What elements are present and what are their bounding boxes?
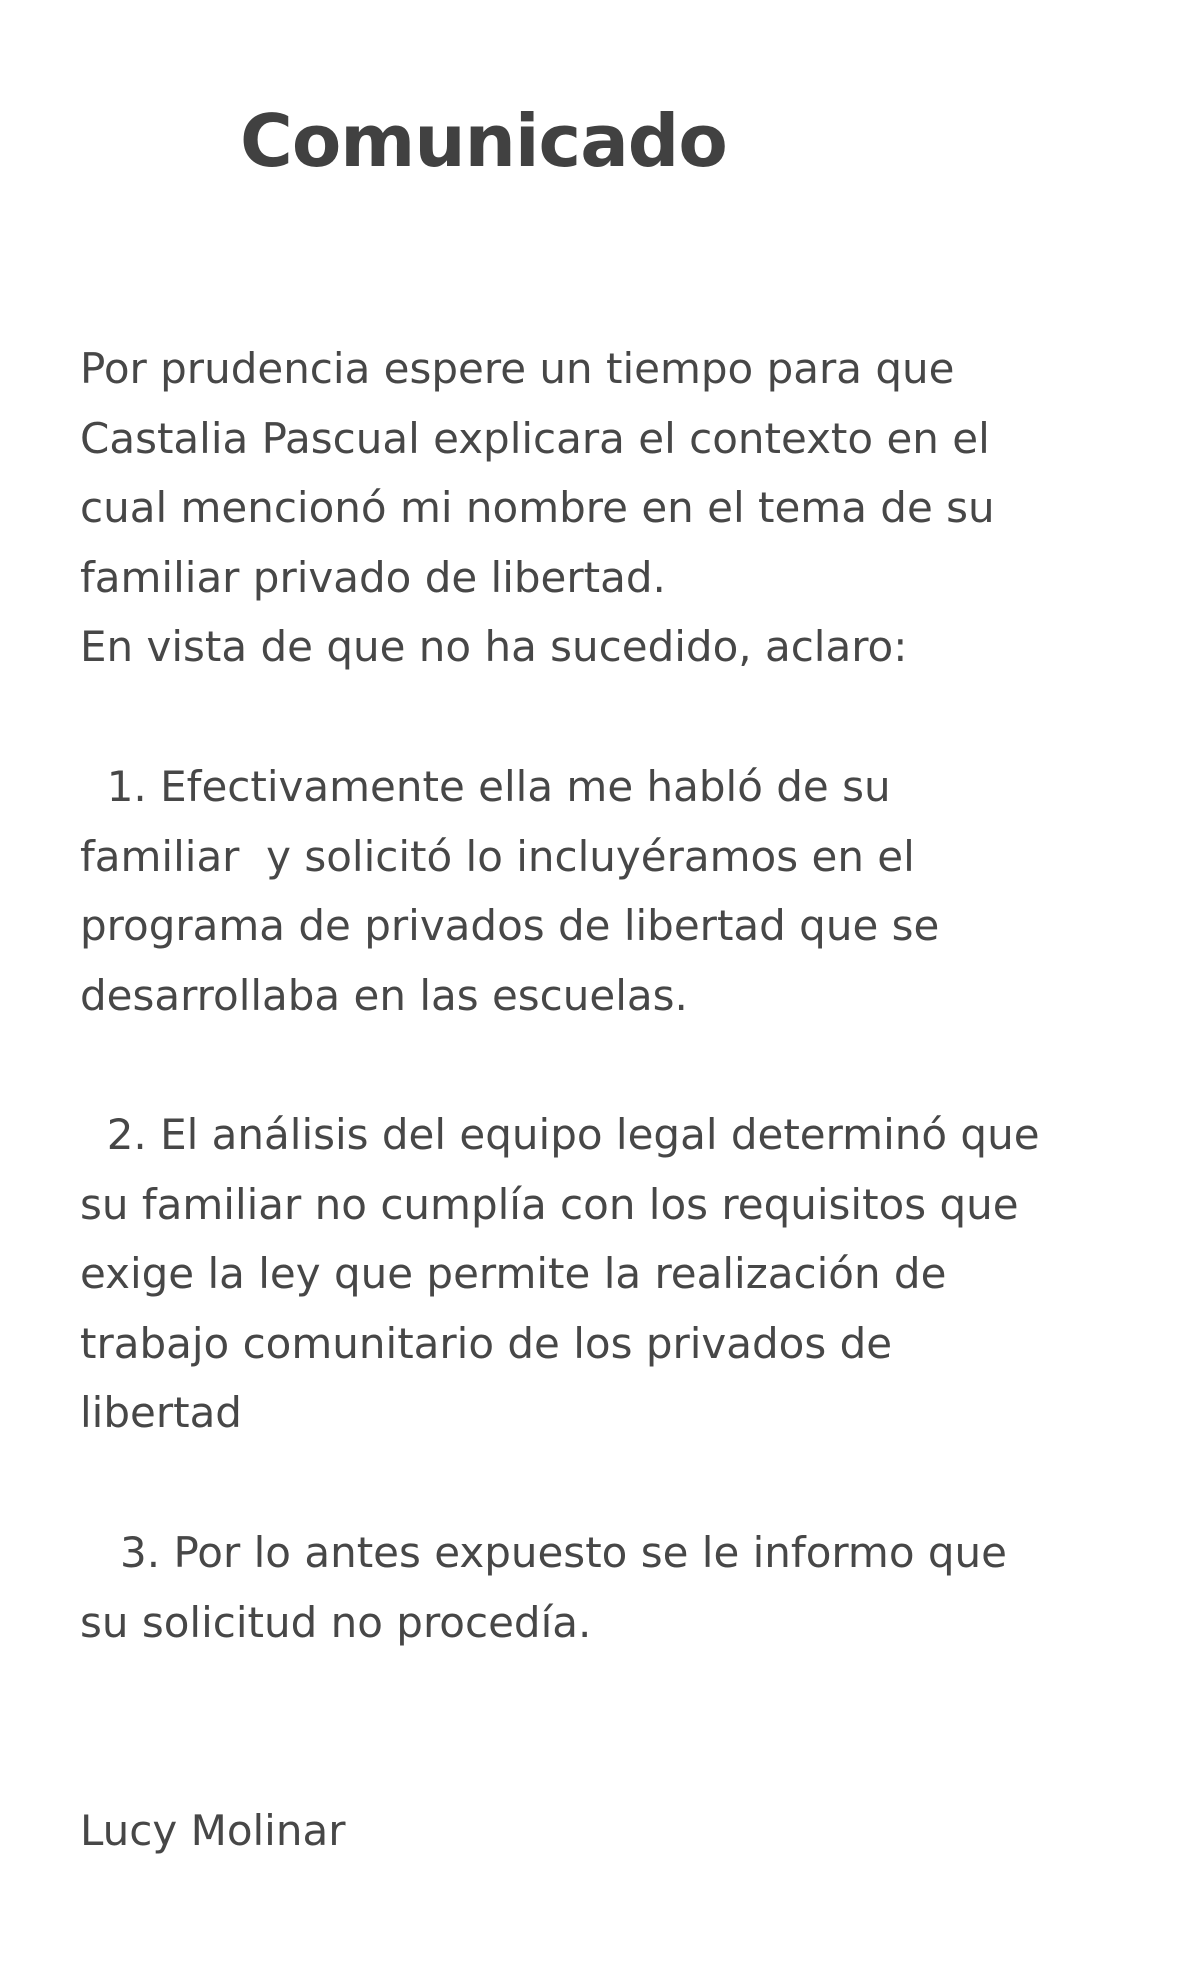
numbered-item-3: 3. Por lo antes expuesto se le informo que su solicitud no procedía. (80, 1528, 1008, 1647)
numbered-item-2: 2. El análisis del equipo legal determinó que su familiar no cumplía con los requisitos que exige la ley que permite la realización de trabajo comunitario de los privados de libertad (80, 1110, 1040, 1437)
document-title: Comunicado (240, 99, 727, 183)
intro-paragraph: Por prudencia espere un tiempo para que Castalia Pascual explicara el contexto en el cual mencionó mi nombre en el tema de su familiar privado de libertad. En vista de que no ha sucedido, aclaro: (80, 344, 995, 671)
numbered-item-1: 1. Efectivamente ella me habló de su familiar y solicitó lo incluyéramos en el programa de privados de libertad que se desarrollaba en las escuelas. (80, 762, 940, 1020)
signature-name: Lucy Molinar (80, 1806, 346, 1855)
